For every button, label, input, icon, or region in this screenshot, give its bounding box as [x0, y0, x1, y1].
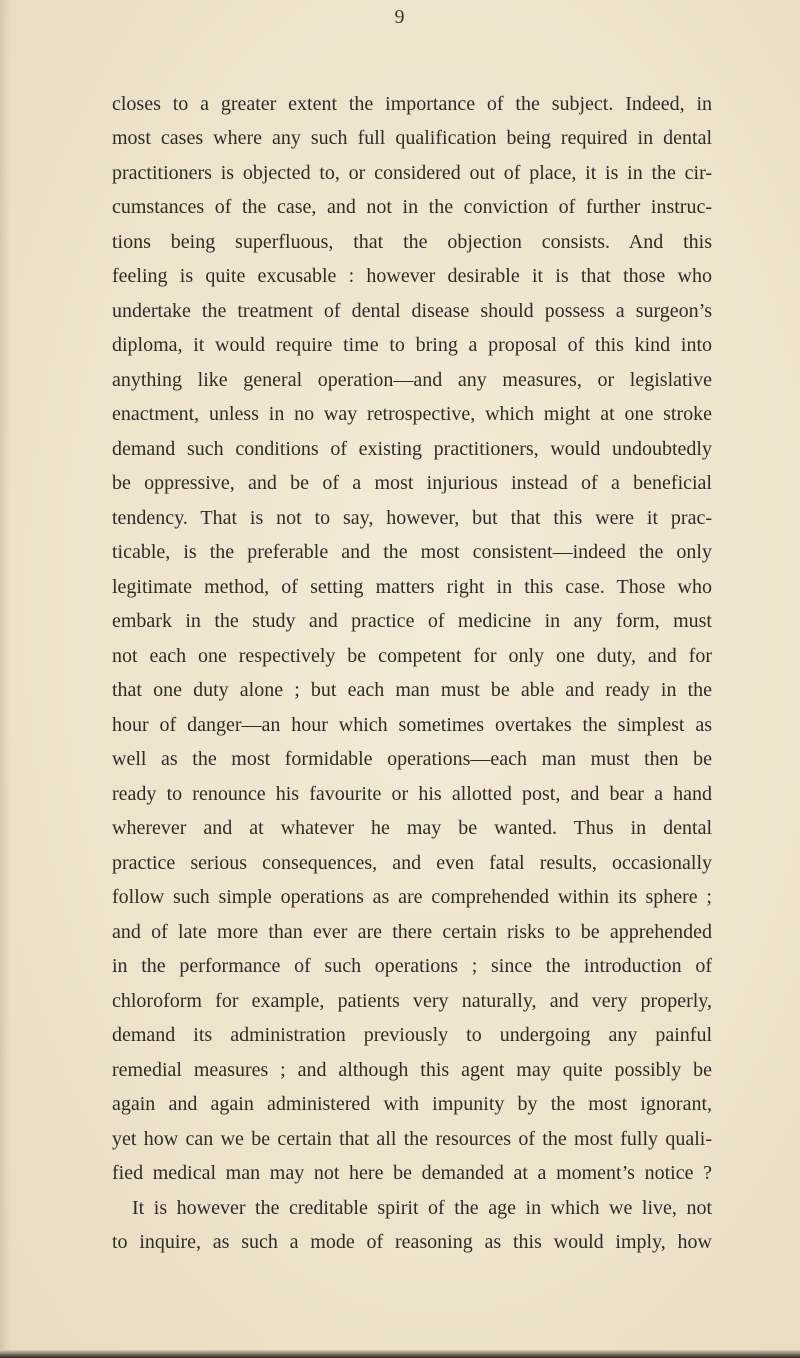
text-line: practice serious consequences, and even fatal results, occasionally [112, 852, 712, 874]
text-line: closes to a greater extent the importance of the subject. Indeed, in [112, 93, 712, 115]
text-line: to inquire, as such a mode of reasoning as this would imply, how [112, 1231, 712, 1253]
text-line: feeling is quite excusable : however desirable it is that those who [112, 265, 712, 287]
page-gutter-shadow [0, 0, 10, 1358]
text-line: wherever and at whatever he may be wanted. Thus in dental [112, 817, 712, 839]
text-line: yet how can we be certain that all the resources of the most fully quali- [112, 1128, 712, 1150]
page-bottom-edge [0, 1350, 800, 1358]
text-line: undertake the treatment of dental disease should possess a surgeon’s [112, 300, 712, 322]
text-line: most cases where any such full qualification being required in dental [112, 127, 712, 149]
text-line: tendency. That is not to say, however, but that this were it prac- [112, 507, 712, 529]
text-line: again and again administered with impunity by the most ignorant, [112, 1093, 712, 1115]
text-line: embark in the study and practice of medicine in any form, must [112, 610, 712, 632]
text-line: anything like general operation—and any measures, or legislative [112, 369, 712, 391]
text-line: follow such simple operations as are comprehended within its sphere ; [112, 886, 712, 908]
text-line: ticable, is the preferable and the most consistent—indeed the only [112, 541, 712, 563]
text-line: well as the most formidable operations—each man must then be [112, 748, 712, 770]
text-line: It is however the creditable spirit of the age in which we live, not [132, 1197, 712, 1219]
text-line: practitioners is objected to, or considered out of place, it is in the cir- [112, 162, 712, 184]
text-line: diploma, it would require time to bring a proposal of this kind into [112, 334, 712, 356]
text-line: in the performance of such operations ; since the introduction of [112, 955, 712, 977]
text-line: and of late more than ever are there certain risks to be apprehended [112, 921, 712, 943]
text-line: demand such conditions of existing practitioners, would undoubtedly [112, 438, 712, 460]
text-line: remedial measures ; and although this agent may quite possibly be [112, 1059, 712, 1081]
text-line: not each one respectively be competent for only one duty, and for [112, 645, 712, 667]
text-line: ready to renounce his favourite or his allotted post, and bear a hand [112, 783, 712, 805]
text-line: cumstances of the case, and not in the conviction of further instruc- [112, 196, 712, 218]
page-number: 9 [394, 6, 406, 28]
text-line: be oppressive, and be of a most injurious instead of a beneficial [112, 472, 712, 494]
text-line: legitimate method, of setting matters right in this case. Those who [112, 576, 712, 598]
text-line: hour of danger—an hour which sometimes overtakes the simplest as [112, 714, 712, 736]
text-line: enactment, unless in no way retrospective, which might at one stroke [112, 403, 712, 425]
text-line: chloroform for example, patients very naturally, and very properly, [112, 990, 712, 1012]
text-line: fied medical man may not here be demanded at a moment’s notice ? [112, 1162, 712, 1184]
text-line: demand its administration previously to undergoing any painful [112, 1024, 712, 1046]
text-line: that one duty alone ; but each man must be able and ready in the [112, 679, 712, 701]
text-line: tions being superfluous, that the objection consists. And this [112, 231, 712, 253]
